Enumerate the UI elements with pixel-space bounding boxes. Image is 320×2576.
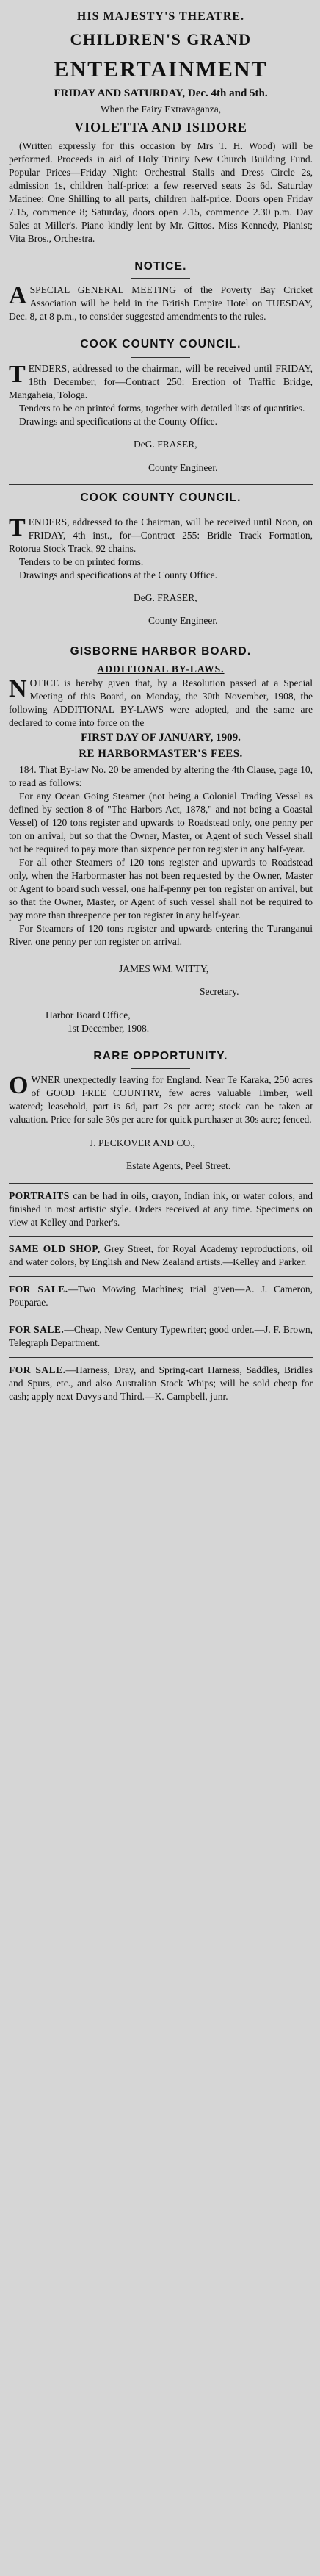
dropcap: O (9, 1072, 29, 1100)
notice-body: ASPECIAL GENERAL MEETING of the Poverty Bay Cricket Association will be held in the British Empire Hotel on TUESDAY, Dec. 8, at 8 p.m., to consider suggested amendments to the rules. (9, 282, 313, 323)
effective-date: FIRST DAY OF JANUARY, 1909. (81, 732, 241, 744)
tender-body: TENDERS, addressed to the chairman, will be received until FRIDAY, 18th December, for—Contract 250: Erection of Traffic Bridge, Mangaheia, Tologa. (9, 360, 313, 400)
harbor-board-bylaws (9, 644, 313, 1035)
event-intro: When the Fairy Extravaganza, (100, 104, 222, 115)
fees-intro: 184. That By-law No. 20 be amended by altering the 4th Clause, page 10, to read as follows: (9, 764, 313, 789)
notice-heading: NOTICE. (134, 259, 187, 273)
fees-clause-2: For all other Steamers of 120 tons register and upwards to Roadstead only, when the Harbormaster has not been requested by the Owner, Master or Agent to board such vessel, one half-penny per ton register on arrival, but so that the Owner, Master, or Agent of such vessel shall not be required to pay more than threepence per ton register in any half-year. (9, 856, 313, 921)
theatre-name: HIS MAJESTY'S THEATRE. (76, 10, 245, 23)
list-item: FOR SALE.—Two Mowing Machines; trial given—A. J. Cameron, Pouparae. (9, 1284, 313, 1309)
notice-advertisement (9, 259, 313, 323)
county-council-tender-1 (9, 337, 313, 474)
event-heading-line2: ENTERTAINMENT (54, 57, 268, 82)
list-item: FOR SALE.—Harness, Dray, and Spring-cart Harness, Saddles, Bridles and Spurs, etc., and also Australian Stock Whips; will be sold cheap for cash; apply next Davys and Third.—K. Campbell, junr. (9, 1364, 313, 1403)
divider (9, 484, 313, 485)
tender-body: TENDERS, addressed to the Chairman, will be received until Noon, on FRIDAY, 4th inst., for—Contract 255: Bridle Track Formation, Rotorua Stock Track, 92 chains. (9, 514, 313, 554)
divider (9, 1276, 313, 1277)
tender-forms-note: Tenders to be on printed forms, together with detailed lists of quantities. (19, 402, 305, 414)
office-name: Harbor Board Office, (46, 1009, 131, 1021)
signature-name: JAMES WM. WITTY, (119, 963, 209, 974)
fees-clause-3: For Steamers of 120 tons register and upwards entering the Turanganui River, one penny per ton register on arrival. (9, 922, 313, 947)
signature-name: DeG. FRASER, (134, 591, 197, 603)
dropcap: T (9, 360, 26, 388)
tender-drawings-note: Drawings and specifications at the County Office. (19, 569, 218, 580)
rare-opportunity-ad (9, 1049, 313, 1173)
classified-1 (9, 1190, 313, 1229)
tender-forms-note: Tenders to be on printed forms. (19, 555, 144, 567)
signature-title: County Engineer. (148, 461, 218, 473)
divider (9, 1183, 313, 1184)
signature-name: DeG. FRASER, (134, 439, 197, 450)
opportunity-heading: RARE OPPORTUNITY. (93, 1049, 228, 1062)
council-heading: COOK COUNTY COUNCIL. (80, 492, 241, 505)
divider (9, 1236, 313, 1237)
fees-clause-1: For any Ocean Going Steamer (not being a Colonial Trading Vessel as defined by section 8 of "The Harbors Act, 1878," and not being a Coastal Vessel) of 120 tons register and upwards to Roadstead only, one penny per ton on arrival, but so that the Owner, Master, or Agent of such Vessel shall not be required to pay more than sixpence per ton register in any half-year. (9, 791, 313, 855)
classified-3 (9, 1283, 313, 1309)
harbor-board-heading: GISBORNE HARBOR BOARD. (70, 644, 252, 658)
opportunity-body: OWNER unexpectedly leaving for England. Near Te Karaka, 250 acres of GOOD FREE COUNTRY, few acres valuable Timber, well watered; leasehold, part is 6d, part 2s per acre; stock can be taken at valuation. Price for sale 30s per acre for quick purchaser at 30s acre; fenced. (9, 1072, 313, 1126)
fees-heading: RE HARBORMASTER'S FEES. (79, 748, 243, 760)
heading-underline (131, 1068, 190, 1069)
county-council-tender-2 (9, 491, 313, 627)
classified-5 (9, 1364, 313, 1403)
list-item: PORTRAITS can be had in oils, crayon, Indian ink, or water colors, and finished in most artistic style. Orders received at any time. Specimens on view at Kelley and Parker's. (9, 1190, 313, 1228)
signature-title: Estate Agents, Peel Street. (126, 1160, 231, 1172)
divider (9, 1357, 313, 1358)
signature-title: County Engineer. (148, 615, 218, 627)
list-item: FOR SALE.—Cheap, New Century Typewriter; good order.—J. F. Brown, Telegraph Department. (9, 1324, 313, 1349)
tender-drawings-note: Drawings and specifications at the County Office. (19, 415, 218, 427)
heading-underline (131, 357, 190, 358)
office-date: 1st December, 1908. (68, 1022, 150, 1034)
theatre-advertisement (9, 9, 313, 245)
classified-2 (9, 1242, 313, 1269)
event-title: VIOLETTA AND ISIDORE (74, 120, 247, 135)
council-heading: COOK COUNTY COUNCIL. (80, 338, 241, 351)
event-heading-line1: CHILDREN'S GRAND (70, 30, 252, 49)
dropcap: T (9, 514, 26, 542)
classified-4 (9, 1323, 313, 1350)
event-dates: FRIDAY AND SATURDAY, Dec. 4th and 5th. (54, 87, 268, 100)
dropcap: N (9, 675, 27, 703)
signature-name: J. PECKOVER AND CO., (90, 1137, 196, 1148)
event-details: (Written expressly for this occasion by Mrs T. H. Wood) will be performed. Proceeds in aid of Holy Trinity New Church Building Fund. Popular Prices—Friday Night: Orchestral Stalls and Dress Circle 2s, admission 1s, children half-price; a few reserved seats 2s 6d. Saturday Matinee: One Shilling to all parts, children half-price. Doors open Friday 7.15, commence 8; Saturday, doors open 2.15, commence 2.30 p.m. Day Sales at Miller's. Piano kindly lent by Mr. Gittos. Miss Kennedy, Pianist; Vita Bros., Orchestra. (9, 140, 313, 244)
signature-title: Secretary. (200, 986, 239, 998)
bylaws-subheading: ADDITIONAL BY-LAWS. (97, 663, 225, 674)
heading-underline (131, 278, 190, 279)
bylaws-notice-body: NOTICE is hereby given that, by a Resolution passed at a Special Meeting of this Board, on Monday, the 30th November, 1908, the following ADDITIONAL BY-LAWS were adopted, and the same are declared to come into force on the (9, 675, 313, 729)
spacer (9, 948, 313, 952)
dropcap: A (9, 282, 27, 310)
list-item: SAME OLD SHOP, Grey Street, for Royal Academy reproductions, oil and water colors, by English and New Zealand artists.—Kelley and Parker. (9, 1243, 313, 1268)
